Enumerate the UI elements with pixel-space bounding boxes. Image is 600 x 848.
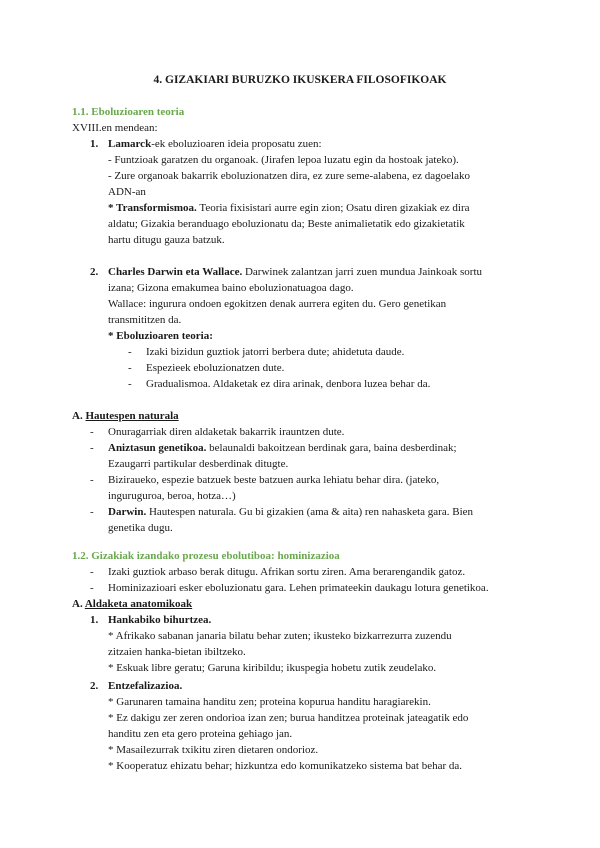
- transformismoa-line: * Transformismoa. Teoria fixisistari aurre egin zion; Osatu diren gizakiak ez dira: [108, 202, 470, 214]
- list-item: Darwin. Hautespen naturala. Gu bi gizakien (ama & aita) ren nahasketa gara. Bien: [108, 506, 474, 518]
- bullet-dash: -: [90, 442, 94, 454]
- list-item: Hominizazioari esker eboluzionatu gara. Lehen primateekin daukagu lotura genetikoa.: [108, 582, 489, 594]
- section-heading-a: A. Hautespen naturala: [72, 410, 179, 422]
- list-item: Aniztasun genetikoa. belaunaldi bakoitzean berdinak gara, baina desberdinak;: [108, 442, 457, 454]
- bullet-dash: -: [128, 378, 132, 390]
- bullet-dash: -: [90, 582, 94, 594]
- item-number: 1.: [90, 614, 99, 626]
- bullet-dash: -: [90, 506, 94, 518]
- paragraph-line: * Masailezurrak txikitu ziren dietaren ondorioz.: [108, 744, 319, 756]
- paragraph-line: * Garunaren tamaina handitu zen; proteina kopurua handitu haragiarekin.: [108, 696, 431, 708]
- paragraph-line: * Eskuak libre geratu; Garuna kiribildu; ikuspegia hobetu zutik zeudelako.: [108, 662, 437, 674]
- lamarck-line: Lamarck-ek eboluzioaren ideia proposatu zuen:: [108, 138, 322, 150]
- list-item-continuation: genetika dugu.: [108, 522, 173, 534]
- section-heading-a2: A. Aldaketa anatomikoak: [72, 598, 193, 610]
- paragraph-line: * Kooperatuz ehizatu behar; hizkuntza edo komunikatzeko sistema bat behar da.: [108, 760, 463, 772]
- section-heading-1-2: 1.2. Gizakiak izandako prozesu ebolutiboa: hominizazioa: [72, 550, 340, 562]
- paragraph-line: * Ez dakigu zer zeren ondorioa izan zen; burua handitzea proteinak jateagatik edo: [108, 712, 469, 724]
- list-item: Biziraueko, espezie batzuek beste batzuen aurka lehiatu behar dira. (jateko,: [108, 474, 440, 486]
- paragraph-line: - Funtzioak garatzen du organoak. (Jirafen lepoa luzatu egin da hostoak jateko).: [108, 154, 459, 166]
- paragraph-line: * Afrikako sabanan janaria bilatu behar zuten; ikusteko bizkarrezurra zuzendu: [108, 630, 452, 642]
- list-item: Izaki bizidun guztiok jatorri berbera dute; ahidetuta daude.: [146, 346, 405, 358]
- paragraph-line: zitzaien hanka-bietan ibiltzeko.: [108, 646, 246, 658]
- paragraph-line: handitu zen eta gero proteina gehiago jan.: [108, 728, 293, 740]
- sub-heading: * Eboluzioaren teoria:: [108, 330, 213, 342]
- list-item: Izaki guztiok arbaso berak ditugu. Afrikan sortu ziren. Ama berarengandik gatoz.: [108, 566, 466, 578]
- hankabiko-heading: Hankabiko bihurtzea.: [108, 614, 212, 626]
- item-number: 2.: [90, 680, 99, 692]
- paragraph-line: hartu ditugu gauza batzuk.: [108, 234, 225, 246]
- paragraph-line: transmititzen da.: [108, 314, 182, 326]
- section-heading-1-1: 1.1. Eboluzioaren teoria: [72, 106, 185, 118]
- bullet-dash: -: [90, 566, 94, 578]
- intro-text: XVIII.en mendean:: [72, 122, 158, 134]
- entzefalizazioa-heading: Entzefalizazioa.: [108, 680, 183, 692]
- paragraph-line: - Zure organoak bakarrik eboluzionatzen dira, ez zure seme-alabena, ez dagoelako: [108, 170, 470, 182]
- list-item-continuation: inguruguroa, beroa, hotza…): [108, 490, 236, 502]
- list-item: Espezieek eboluzionatzen dute.: [146, 362, 285, 374]
- bullet-dash: -: [128, 346, 132, 358]
- paragraph-line: izana; Gizona emakumea baino eboluzionatuagoa dago.: [108, 282, 354, 294]
- item-number: 1.: [90, 138, 99, 150]
- bullet-dash: -: [128, 362, 132, 374]
- bullet-dash: -: [90, 426, 94, 438]
- list-item-continuation: Ezaugarri partikular desberdinak ditugte.: [108, 458, 289, 470]
- paragraph-line: Wallace: ingurura ondoen egokitzen denak aurrera egiten du. Gero genetikan: [108, 298, 447, 310]
- paragraph-line: aldatu; Gizakia beranduago eboluzionatu da; Beste animalietatik edo gizakietatik: [108, 218, 465, 230]
- list-item: Onuragarriak diren aldaketak bakarrik irauntzen dute.: [108, 426, 345, 438]
- paragraph-line: ADN-an: [108, 186, 146, 198]
- item-number: 2.: [90, 266, 99, 278]
- page-title: 4. GIZAKIARI BURUZKO IKUSKERA FILOSOFIKOAK: [153, 74, 447, 86]
- list-item: Gradualismoa. Aldaketak ez dira arinak, denbora luzea behar da.: [146, 378, 431, 390]
- darwin-line: Charles Darwin eta Wallace. Darwinek zalantzan jarri zuen mundua Jainkoak sortu: [108, 266, 483, 278]
- bullet-dash: -: [90, 474, 94, 486]
